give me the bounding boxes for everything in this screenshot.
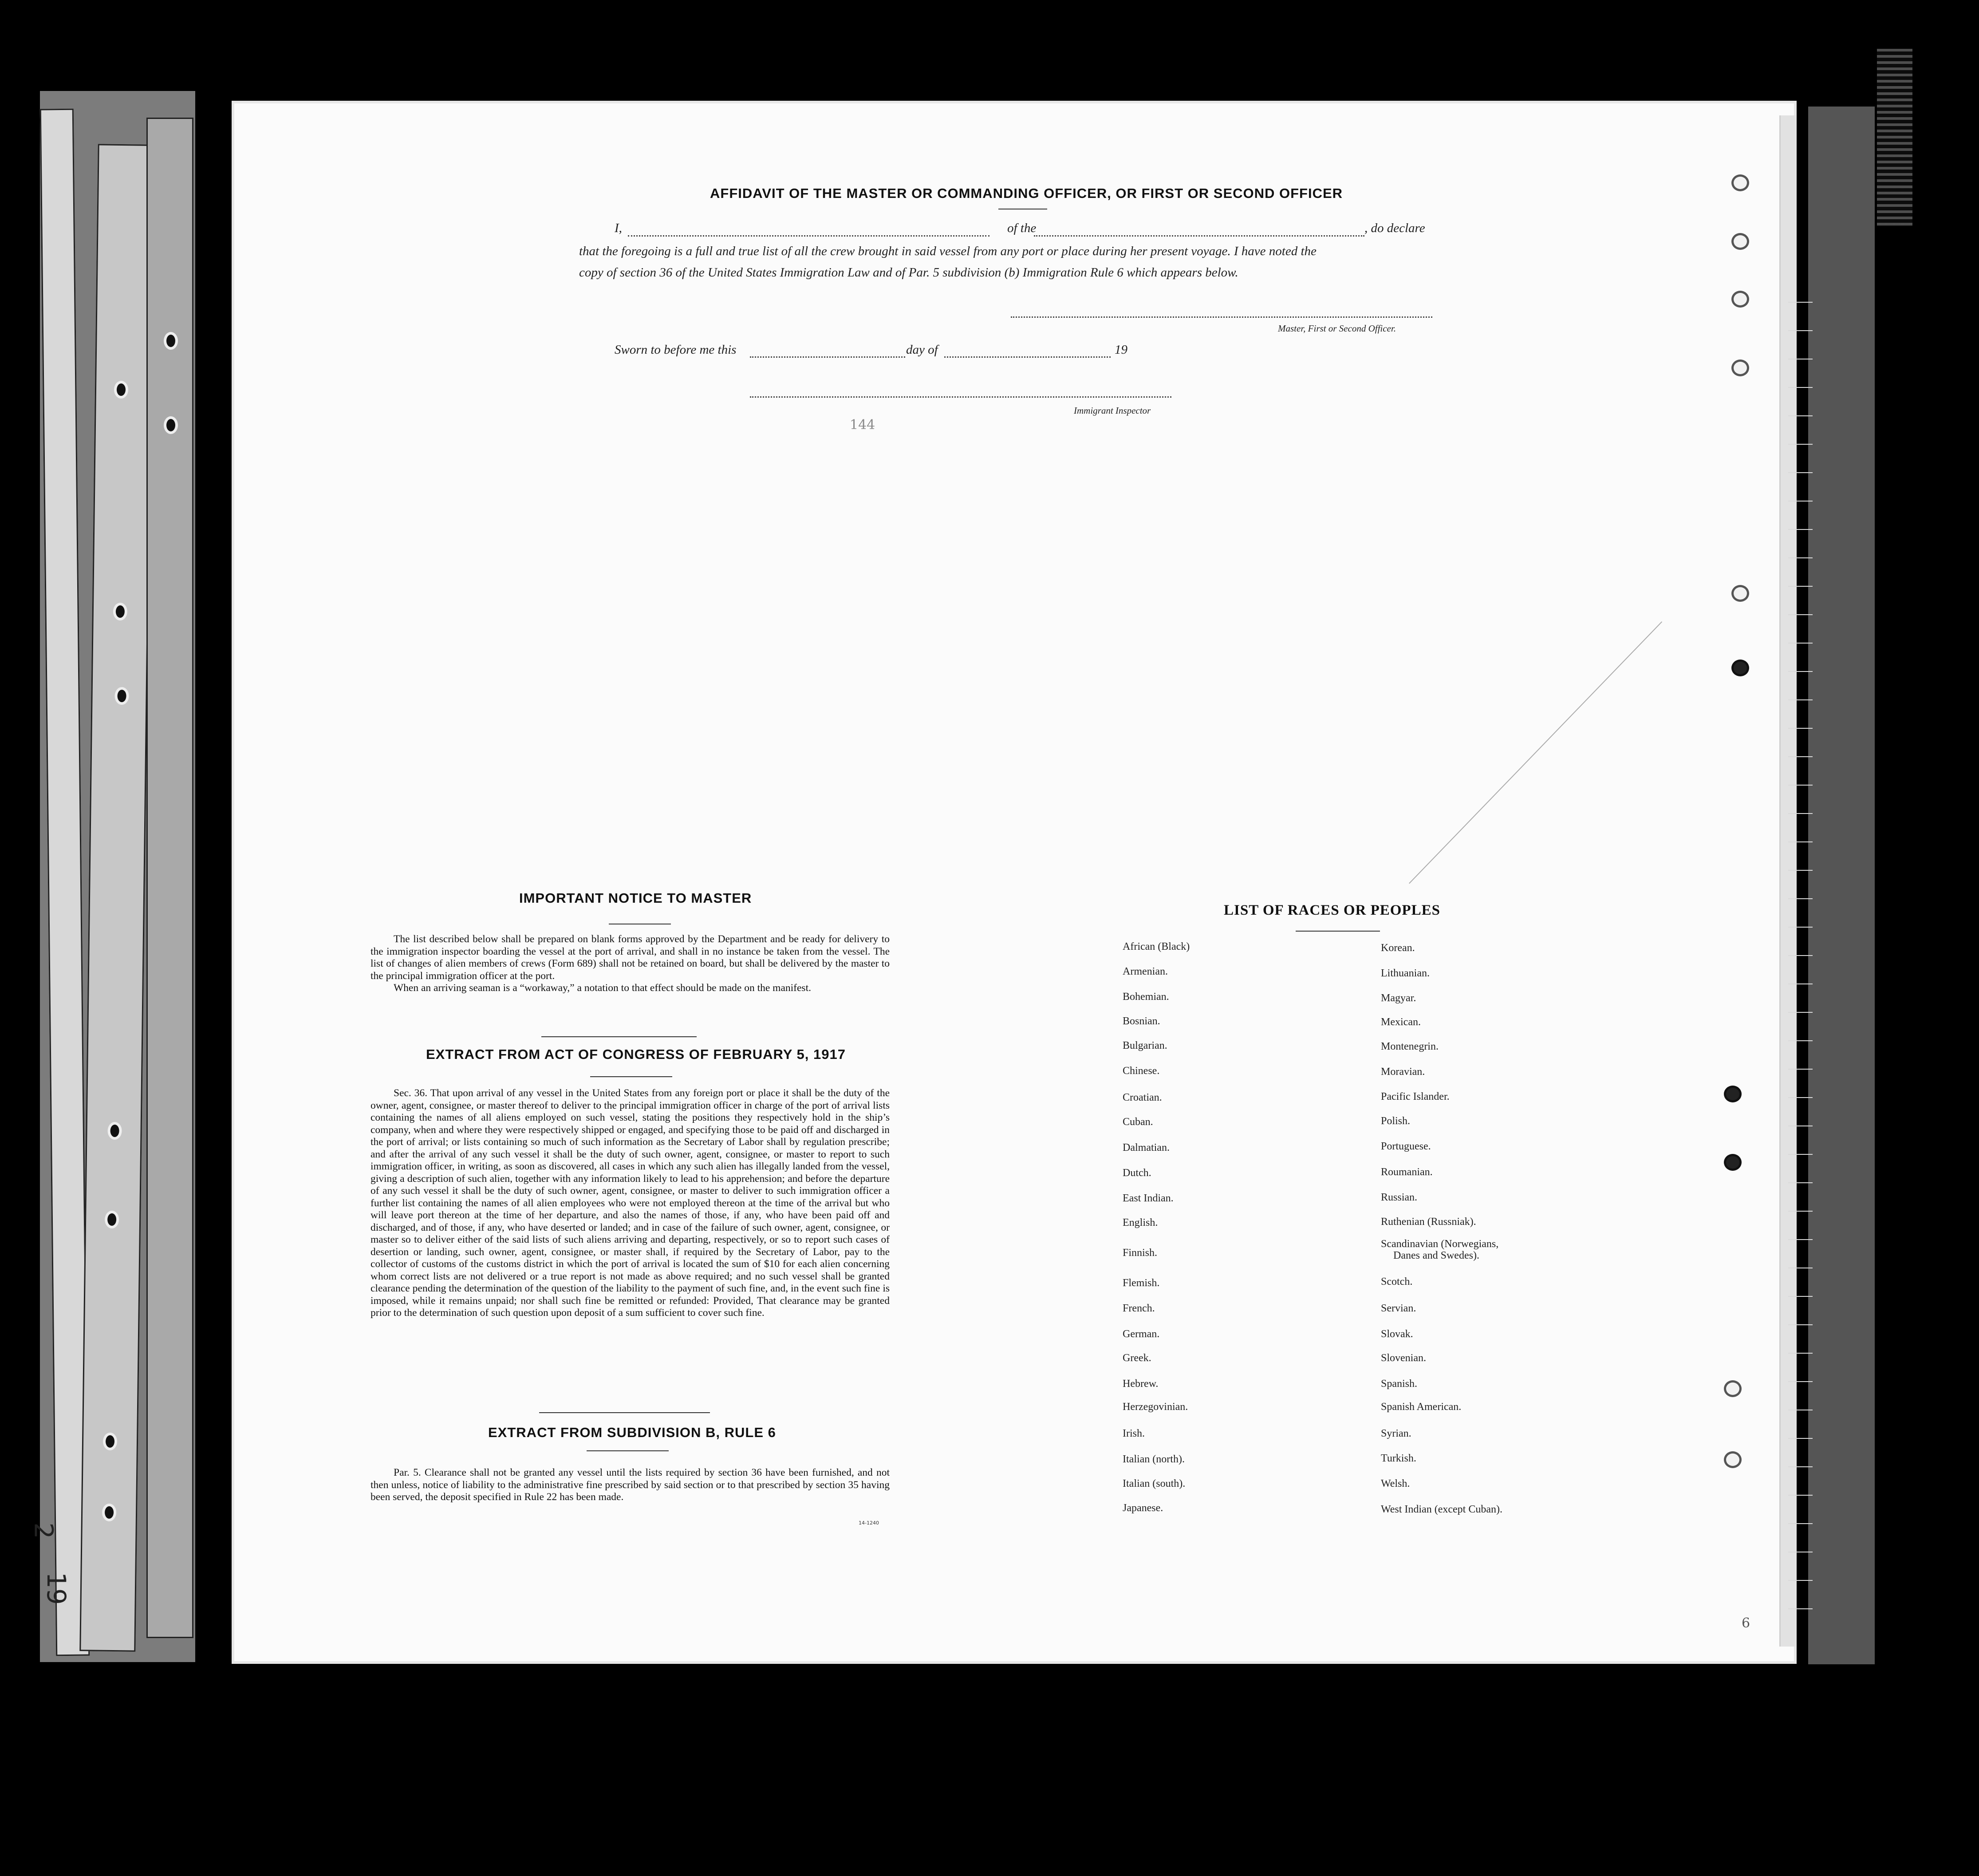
race-item: Flemish.: [1123, 1277, 1160, 1289]
vessel-blank[interactable]: [1034, 235, 1364, 237]
race-item: Italian (north).: [1123, 1453, 1185, 1465]
race-item: Ruthenian (Russniak).: [1381, 1216, 1476, 1228]
race-item: Italian (south).: [1123, 1478, 1186, 1489]
race-item: Syrian.: [1381, 1428, 1411, 1439]
inspector-signature-line[interactable]: [750, 396, 1171, 398]
race-item: Spanish.: [1381, 1378, 1418, 1390]
punch-hole: [114, 687, 129, 705]
race-item: Roumanian.: [1381, 1166, 1433, 1178]
affidavit-i: I,: [615, 221, 622, 235]
race-item: French.: [1123, 1303, 1155, 1314]
race-item: Portuguese.: [1381, 1141, 1431, 1152]
race-item: Scandinavian (Norwegians,: [1381, 1238, 1499, 1250]
race-item: Russian.: [1381, 1192, 1418, 1203]
punch-hole: [1724, 1086, 1742, 1102]
affidavit-line-3: copy of section 36 of the United States Immigration Law and of Par. 5 subdivision (b) Immigration Rule 6 which appears below.: [579, 265, 1238, 280]
handwritten-mark: 19: [41, 1572, 71, 1605]
punch-hole: [1731, 291, 1749, 308]
punch-hole: [1724, 1451, 1742, 1468]
notice-paragraph: When an arriving seaman is a “workaway,” a notation to that effect should be made on the manifest.: [394, 982, 811, 994]
race-item: Hebrew.: [1123, 1378, 1159, 1390]
name-blank[interactable]: [628, 235, 990, 237]
rule-6-text: [371, 1467, 890, 1504]
handwritten-mark: 2: [28, 1522, 59, 1539]
race-item: Armenian.: [1123, 966, 1168, 977]
punch-hole: [1731, 174, 1749, 191]
divider: [541, 1036, 697, 1037]
notice-title: IMPORTANT NOTICE TO MASTER: [519, 890, 752, 906]
race-item: East Indian.: [1123, 1193, 1174, 1204]
punch-hole: [107, 1122, 122, 1140]
race-item: Herzegovinian.: [1123, 1401, 1188, 1413]
binder-strips: [28, 91, 195, 1662]
sworn-year: 19: [1115, 343, 1127, 357]
punch-hole: [1724, 1154, 1742, 1171]
punch-hole: [1724, 1380, 1742, 1397]
race-item: Bulgarian.: [1123, 1040, 1167, 1051]
margin-shadow: [1808, 107, 1875, 1664]
race-item: Pacific Islander.: [1381, 1091, 1450, 1102]
extract-congress-title: EXTRACT FROM ACT OF CONGRESS OF FEBRUARY 5, 1917: [426, 1047, 846, 1062]
rule-6-paragraph: Par. 5. Clearance shall not be granted any vessel until the lists required by section 36 have been furnished, and not then unless, notice of liability to the administrative fine prescribed by said section or to that prescribed by section 35 having been served, the deposit specified in Rule 22 has been made.: [371, 1467, 890, 1503]
race-item: Finnish.: [1123, 1247, 1158, 1259]
master-signature-caption: Master, First or Second Officer.: [1278, 323, 1396, 334]
sworn-month-blank[interactable]: [944, 356, 1111, 358]
punch-hole: [103, 1433, 117, 1450]
film-noise: [1877, 49, 1912, 226]
race-item: Greek.: [1123, 1352, 1151, 1364]
race-item: Scotch.: [1381, 1276, 1413, 1288]
inspector-caption: Immigrant Inspector: [1074, 405, 1151, 416]
race-item: Slovenian.: [1381, 1352, 1426, 1364]
punch-hole: [1731, 233, 1749, 250]
race-item: Moravian.: [1381, 1066, 1425, 1078]
sworn-day-of: day of: [906, 343, 938, 357]
race-item: English.: [1123, 1217, 1158, 1228]
sworn-day-blank[interactable]: [750, 356, 905, 358]
punch-hole: [164, 416, 178, 434]
race-item: African (Black): [1123, 941, 1190, 952]
races-title: LIST OF RACES OR PEOPLES: [1224, 902, 1440, 918]
race-item: Montenegrin.: [1381, 1041, 1439, 1052]
race-item: Korean.: [1381, 942, 1415, 954]
race-item: Chinese.: [1123, 1065, 1160, 1077]
race-item: Servian.: [1381, 1303, 1416, 1314]
race-item: Turkish.: [1381, 1453, 1416, 1464]
divider: [590, 1076, 672, 1077]
section-36-text: [371, 1087, 890, 1319]
divider: [587, 1450, 669, 1451]
race-item: Danes and Swedes).: [1393, 1250, 1479, 1261]
extract-rule-title: EXTRACT FROM SUBDIVISION B, RULE 6: [488, 1425, 776, 1440]
binder-strip: [146, 118, 193, 1638]
race-item: Mexican.: [1381, 1016, 1421, 1028]
punch-hole: [105, 1211, 119, 1228]
form-number: 14-1240: [859, 1520, 879, 1526]
race-item: Welsh.: [1381, 1478, 1410, 1489]
affidavit-line-2: that the foregoing is a full and true list of all the crew brought in said vessel from any port or place during her present voyage. I have noted the: [579, 244, 1317, 258]
document-page: [234, 103, 1794, 1661]
notice-paragraph: The list described below shall be prepared on blank forms approved by the Department and be ready for delivery to the immigration inspector boarding the vessel at the port of arrival, and shall in no instance be taken from the vessel. The list of changes of alien members of crews (Form 689) shall not be retained on board, but shall be delivered by the master to the principal immigration officer at the port.: [371, 933, 890, 982]
handwritten-mark: 144: [850, 417, 875, 433]
affidavit-title: AFFIDAVIT OF THE MASTER OR COMMANDING OFFICER, OR FIRST OR SECOND OFFICER: [710, 186, 1343, 201]
notice-text: [371, 933, 890, 995]
race-item: Croatian.: [1123, 1092, 1162, 1103]
binder-strip: [79, 144, 154, 1651]
race-item: Irish.: [1123, 1428, 1145, 1439]
punch-hole: [1731, 359, 1749, 376]
page-edge-lines: [1788, 302, 1813, 1633]
punch-hole: [114, 381, 128, 399]
affidavit-declare: , do declare: [1364, 221, 1425, 235]
affidavit-of-the: of the: [1007, 221, 1037, 235]
handwritten-mark: 6: [1742, 1615, 1750, 1631]
punch-hole: [113, 603, 127, 620]
divider: [1296, 931, 1380, 932]
race-item: West Indian (except Cuban).: [1381, 1504, 1502, 1515]
race-item: German.: [1123, 1328, 1160, 1340]
race-item: Magyar.: [1381, 992, 1416, 1004]
race-item: Slovak.: [1381, 1328, 1413, 1340]
race-item: Bohemian.: [1123, 991, 1169, 1003]
race-item: Polish.: [1381, 1115, 1411, 1127]
race-item: Lithuanian.: [1381, 968, 1430, 979]
race-item: Spanish American.: [1381, 1401, 1462, 1413]
race-item: Cuban.: [1123, 1116, 1153, 1128]
punch-hole: [1731, 660, 1749, 676]
race-item: Dutch.: [1123, 1167, 1151, 1179]
race-item: Japanese.: [1123, 1502, 1163, 1514]
punch-hole: [164, 332, 178, 350]
sworn-text: Sworn to before me this: [615, 343, 737, 357]
punch-hole: [1731, 585, 1749, 602]
race-item: Bosnian.: [1123, 1015, 1160, 1027]
section-36-paragraph: Sec. 36. That upon arrival of any vessel in the United States from any foreign port or place it shall be the duty of the owner, agent, consignee, or master thereof to deliver to the principal immigration officer in charge of the port of arrival lists containing the names of all aliens employed on such vessel, stating the positions they respectively hold in the ship’s company, when and where they were respectively shipped or engaged, and specifying those to be paid off and discharged in the port of arrival; or lists containing so much of such information as the Secretary of Labor shall by regulation prescribe; and after the arrival of any such vessel it shall be the duty of such owner, agent, consignee, or master to report to such immigration officer, in writing, as soon as discovered, all cases in which any such alien has illegally landed from the vessel, giving a description of such alien, together with any information likely to lead to his apprehension; and before the departure of any such vessel it shall be the duty of such owner, agent, consignee, or master to deliver to such immigration officer a further list containing the names of all alien employees who were not employed thereon at the time of the arrival but who will leave port thereon at the time of her departure, and also the names of those, if any, who have been paid off and discharged, and of those, if any, who have deserted or landed; and in case of the failure of such owner, agent, consignee, or master so to deliver either of the said lists of such aliens arriving and departing, respectively, or so to report such cases of desertion or landing, such owner, agent, consignee, or master shall, if required by the Secretary of Labor, pay to the collector of customs of the customs district in which the port of arrival is located the sum of $10 for each alien concerning whom correct lists are not delivered or a true report is not made as above required; and no such vessel shall be granted clearance pending the determination of the question of the liability to the payment of such fine, and, in the event such fine is imposed, while it remains unpaid; nor shall such fine be remitted or refunded: Provided, That clearance may be granted prior to the determination of such question upon deposit of a sum sufficient to cover such fine.: [371, 1087, 890, 1319]
race-item: Dalmatian.: [1123, 1142, 1170, 1153]
master-signature-line[interactable]: [1011, 316, 1432, 318]
divider: [539, 1412, 710, 1413]
punch-hole: [102, 1504, 116, 1521]
